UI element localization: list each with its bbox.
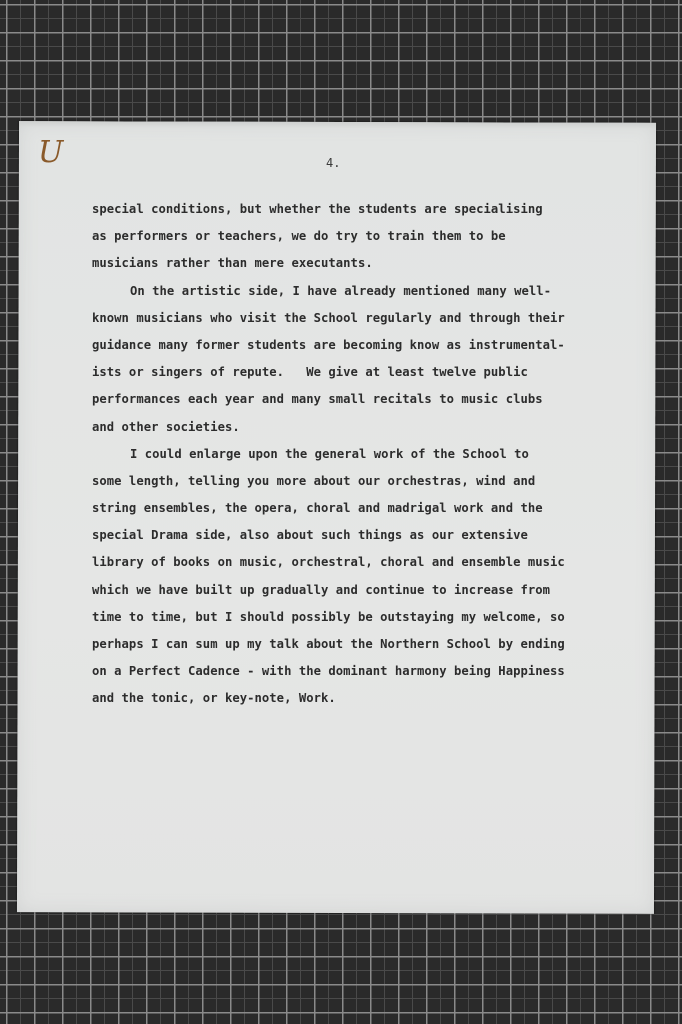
text-line: and the tonic, or key-note, Work.: [92, 691, 336, 706]
text-line: performances each year and many small recitals to music clubs: [92, 392, 543, 407]
text-line: special conditions, but whether the students are specialising: [92, 202, 543, 216]
text-line: ists or singers of repute. We give at least twelve public: [92, 365, 528, 380]
page-number: 4.: [326, 156, 341, 170]
text-line: known musicians who visit the School regularly and through their: [92, 310, 565, 325]
text-line: on a Perfect Cadence - with the dominant harmony being Happiness: [92, 664, 565, 679]
text-line: special Drama side, also about such things as our extensive: [92, 528, 528, 543]
text-line: library of books on music, orchestral, choral and ensemble music: [92, 555, 565, 570]
handwritten-margin-mark: U: [38, 135, 64, 170]
text-line: and other societies.: [92, 419, 240, 434]
paragraph-start-line: On the artistic side, I have already mentioned many well-: [130, 283, 552, 298]
paragraph-start-line: I could enlarge upon the general work of the School to: [130, 446, 529, 461]
text-line: some length, telling you more about our orchestras, wind and: [92, 473, 536, 488]
text-line: string ensembles, the opera, choral and madrigal work and the: [92, 501, 543, 516]
text-line: as performers or teachers, we do try to train them to be: [92, 229, 506, 244]
text-line: which we have built up gradually and continue to increase from: [92, 582, 551, 597]
text-line: musicians rather than mere executants.: [92, 256, 373, 271]
text-line: time to time, but I should possibly be outstaying my welcome, so: [92, 609, 565, 624]
text-line: guidance many former students are becoming know as instrumental-: [92, 337, 565, 352]
text-line: perhaps I can sum up my talk about the Northern School by ending: [92, 637, 565, 651]
typed-text-body: [92, 196, 612, 713]
